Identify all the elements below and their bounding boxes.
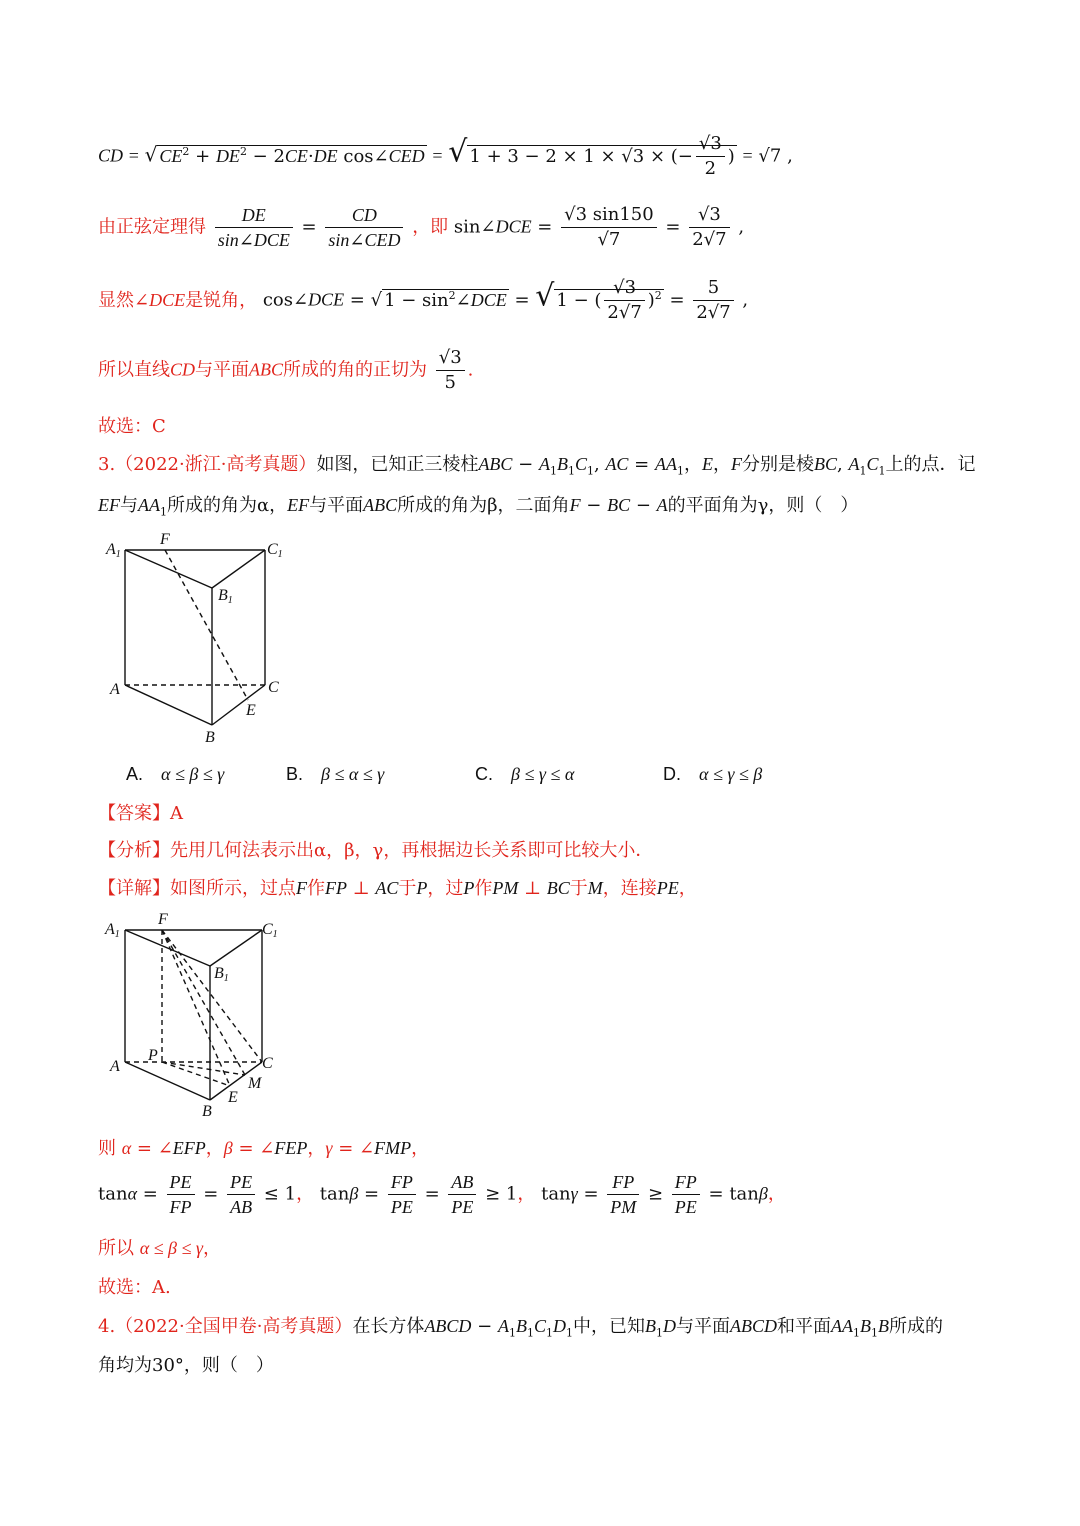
choice-c: 故选：C	[98, 416, 166, 437]
question-4-line-2: 角均为30°，则（ ）	[98, 1355, 274, 1376]
label-a1: A1	[106, 541, 121, 560]
label-c: C	[268, 679, 279, 696]
label-c1: C1	[262, 921, 278, 940]
label-p: P	[148, 1047, 158, 1064]
tan-comparison: tanα = $\frac{PE}{FP}$ = $\frac{PE}{AB}$ ≤ 1， tanβ = $\frac{FP}{PE}$ = $\frac{AB}{PE}$ ≥ 1， tanγ = $\frac{FP}{PM}$ ≥ $\frac{FP}{PE}$ = tanβ，	[98, 1172, 786, 1217]
tangent-conclusion: 所以直线CD与平面ABC所成的角的正切为 $\frac{√3}{5}$ .	[98, 347, 474, 393]
label-b1: B1	[214, 965, 229, 984]
label-a: A	[110, 681, 120, 698]
label-e: E	[246, 702, 256, 719]
option-a[interactable]: A. α ≤ β ≤ γ	[126, 764, 225, 784]
question-4-line-1: 4.（2022·全国甲卷·高考真题）在长方体ABCD − $A_1B_1C_1D_1$中，已知$B_1D$与平面ABCD和平面$AA_1B_1B$所成的	[98, 1316, 943, 1340]
formula-cd: CD = √ $CE^2 + DE^2 - 2CE\cdot DE$ cos∠CED = √ 1 + 3 − 2 × 1 × √3 × (− $\frac{√3}{2}$ ) = √7 ,	[98, 133, 793, 179]
label-f: F	[160, 531, 170, 548]
label-e: E	[228, 1089, 238, 1106]
label-m: M	[248, 1075, 262, 1092]
prism-figure-2	[100, 910, 300, 1125]
question-3-line-2: EF与$AA_1$所成的角为α，EF与平面ABC所成的角为β，二面角F − BC − A的平面角为γ，则（ ）	[98, 495, 859, 519]
cos-dce-line: 显然∠DCE是锐角， cos∠DCE = √ $1 - \sin^2\angle DCE$ = √ 1 − ( $\frac{√3}{2√7}$ )$^2$ = $\frac{5}{2√7}$ ,	[98, 277, 749, 323]
sine-rule-line: 由正弦定理得 $\frac{DE}{\text{sin∠DCE}}$ = $\frac{CD}{\text{sin∠CED}}$ ，即 sin∠DCE = $\frac{√3 \sin 150}{√7}$ = $\frac{√3}{2√7}$ ,	[98, 204, 745, 250]
analysis: 【分析】先用几何法表示出α，β，γ，再根据边长关系即可比较大小．	[98, 840, 654, 861]
conclusion: 所以 α ≤ β ≤ γ，	[98, 1238, 221, 1259]
label-b: B	[202, 1103, 212, 1120]
question-3-line-1: 3.（2022·浙江·高考真题）如图，已知正三棱柱ABC − $A_1B_1C_1$, AC = $AA_1$，E，F分别是棱BC, $A_1C_1$上的点．记	[98, 454, 976, 478]
label-a: A	[110, 1058, 120, 1075]
label-c1: C1	[267, 541, 283, 560]
detail: 【详解】如图所示，过点F作FP ⊥ AC于P，过P作PM ⊥ BC于M，连接PE，	[98, 878, 697, 899]
answer: 【答案】A	[98, 803, 183, 824]
choice-a: 故选：A.	[98, 1277, 171, 1298]
label-f: F	[158, 911, 168, 928]
label-a1: A1	[105, 921, 120, 940]
option-c[interactable]: C. β ≤ γ ≤ α	[475, 764, 575, 784]
label-b: B	[205, 729, 215, 745]
option-d[interactable]: D. α ≤ γ ≤ β	[663, 764, 763, 784]
prism-figure-1	[100, 530, 300, 745]
angles-line: 则 α = ∠EFP，β = ∠FEP，γ = ∠FMP，	[98, 1138, 430, 1159]
label-c: C	[262, 1055, 273, 1072]
label-b1: B1	[218, 587, 233, 606]
option-b[interactable]: B. β ≤ α ≤ γ	[286, 764, 385, 784]
